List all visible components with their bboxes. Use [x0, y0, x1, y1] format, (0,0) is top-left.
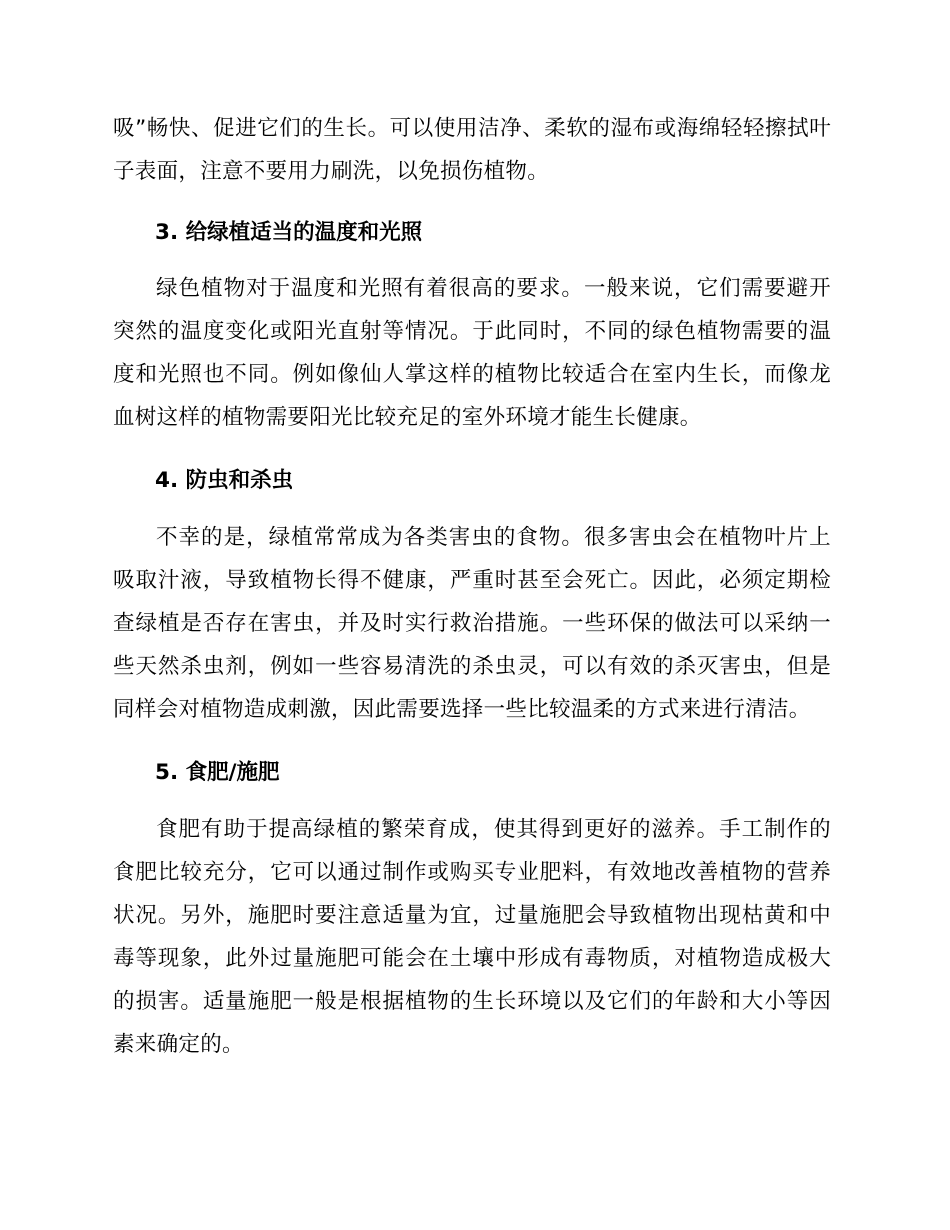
- heading-fertilizer: 5. 食肥/施肥: [155, 760, 280, 785]
- paragraph-temperature-light: 绿色植物对于温度和光照有着很高的要求。一般来说，它们需要避开突然的温度变化或阳光直射等情况。于此同时，不同的绿色植物需要的温度和光照也不同。例如像仙人掌这样的植物比较适合在室内生长，而像龙血树这样的植物需要阳光比较充足的室外环境才能生长健康。: [113, 276, 831, 430]
- paragraph-pest-control: 不幸的是，绿植常常成为各类害虫的食物。很多害虫会在植物叶片上吸取汁液，导致植物长得不健康，严重时甚至会死亡。因此，必须定期检查绿植是否存在害虫，并及时实行救治措施。一些环保的做法可以采纳一些天然杀虫剂，例如一些容易清洗的杀虫灵，可以有效的杀灭害虫，但是同样会对植物造成刺激，因此需要选择一些比较温柔的方式来进行清洁。: [113, 525, 831, 722]
- heading-temperature-light: 3. 给绿植适当的温度和光照: [155, 220, 423, 245]
- heading-pest-control: 4. 防虫和杀虫: [155, 468, 294, 493]
- paragraph-fertilizer: 食肥有助于提高绿植的繁荣育成，使其得到更好的滋养。手工制作的食肥比较充分，它可以通过制作或购买专业肥料，有效地改善植物的营养状况。另外，施肥时要注意适量为宜，过量施肥会导致植物出现枯黄和中毒等现象，此外过量施肥可能会在土壤中形成有毒物质，对植物造成极大的损害。适量施肥一般是根据植物的生长环境以及它们的年龄和大小等因素来确定的。: [113, 817, 831, 1057]
- paragraph-leaf-cleaning-end: 吸”畅快、促进它们的生长。可以使用洁净、柔软的湿布或海绵轻轻擦拭叶子表面，注意不要用力刷洗，以免损伤植物。: [113, 116, 831, 184]
